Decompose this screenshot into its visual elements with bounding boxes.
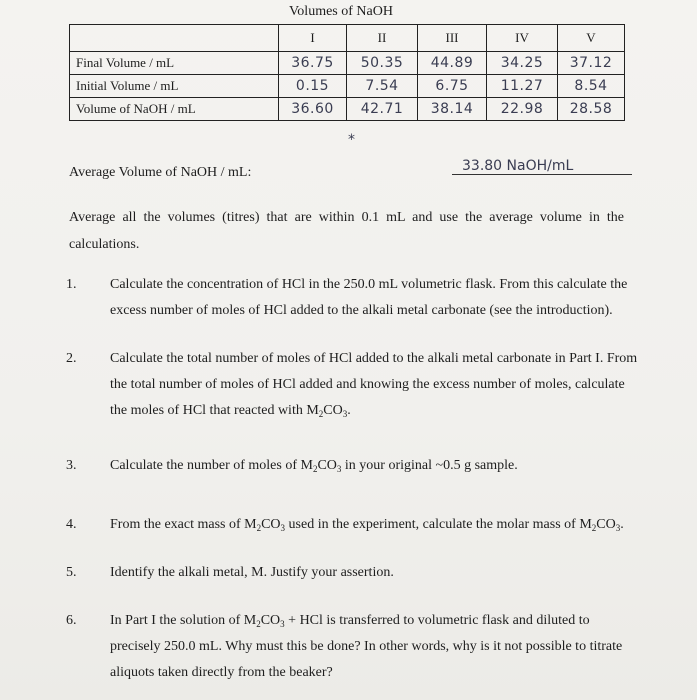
question-number: 3. — [66, 458, 77, 473]
handwritten-asterisk: * — [348, 132, 355, 148]
question-text: Calculate the total number of moles of HCl added to the alkali metal carbonate in Part I. From the total number of moles of HCl added and knowing the excess number of moles, calculate the moles of HCl that reacted with $M_2CO_3$. — [110, 351, 638, 419]
row-label: Initial Volume / mL — [70, 75, 279, 98]
question-number: 1. — [66, 277, 77, 292]
table-title: Volumes of NaOH — [289, 4, 393, 19]
handwritten-value: 11.27 — [487, 75, 558, 98]
handwritten-value: 36.60 — [279, 98, 347, 121]
question-text: Calculate the concentration of HCl in the 250.0 mL volumetric flask. From this calculate the excess number of moles of HCl added to the alkali metal carbonate (see the introduction). — [110, 277, 628, 318]
question-text: In Part I the solution of $M_2CO_3$ + HCl is transferred to volumetric flask and diluted to precisely 250.0 mL. Why must this be done? In other words, why is it not possible to titrate aliquots taken directly from the beaker? — [110, 613, 623, 680]
handwritten-value: 44.89 — [418, 52, 487, 75]
handwritten-value: 37.12 — [558, 52, 625, 75]
question-number: 4. — [66, 517, 77, 532]
header-blank-cell — [70, 25, 279, 52]
column-header: III — [418, 25, 487, 52]
handwritten-value: 28.58 — [558, 98, 625, 121]
average-volume-label: Average Volume of NaOH / mL: — [69, 165, 252, 180]
average-volume-answer: 33.80 NaOH/mL — [452, 158, 632, 175]
column-header: I — [279, 25, 347, 52]
titration-table — [69, 24, 625, 121]
question-number: 2. — [66, 351, 77, 366]
table-header-row — [70, 25, 625, 52]
handwritten-value: 22.98 — [487, 98, 558, 121]
column-header: II — [347, 25, 418, 52]
instruction-paragraph: Average all the volumes (titres) that are within 0.1 mL and use the average volume in the calculations. — [69, 210, 624, 252]
handwritten-value: 8.54 — [558, 75, 625, 98]
handwritten-value: 36.75 — [279, 52, 347, 75]
handwritten-value: 42.71 — [347, 98, 418, 121]
table-row-initial-volume — [70, 75, 625, 98]
row-label: Final Volume / mL — [70, 52, 279, 75]
handwritten-value: 0.15 — [279, 75, 347, 98]
question-text: From the exact mass of $M_2CO_3$ used in the experiment, calculate the molar mass of $M_2CO_3$. — [110, 517, 624, 533]
handwritten-value: 6.75 — [418, 75, 487, 98]
column-header: IV — [487, 25, 558, 52]
row-label: Volume of NaOH / mL — [70, 98, 279, 121]
table-row-volume-naoh — [70, 98, 625, 121]
handwritten-value: 50.35 — [347, 52, 418, 75]
question-number: 5. — [66, 565, 77, 580]
question-text: Identify the alkali metal, M. Justify your assertion. — [110, 565, 394, 580]
handwritten-value: 38.14 — [418, 98, 487, 121]
question-text: Calculate the number of moles of $M_2CO_3$ in your original ~0.5 g sample. — [110, 458, 518, 474]
column-header: V — [558, 25, 625, 52]
question-number: 6. — [66, 613, 77, 628]
handwritten-value: 34.25 — [487, 52, 558, 75]
table-row-final-volume — [70, 52, 625, 75]
handwritten-value: 7.54 — [347, 75, 418, 98]
